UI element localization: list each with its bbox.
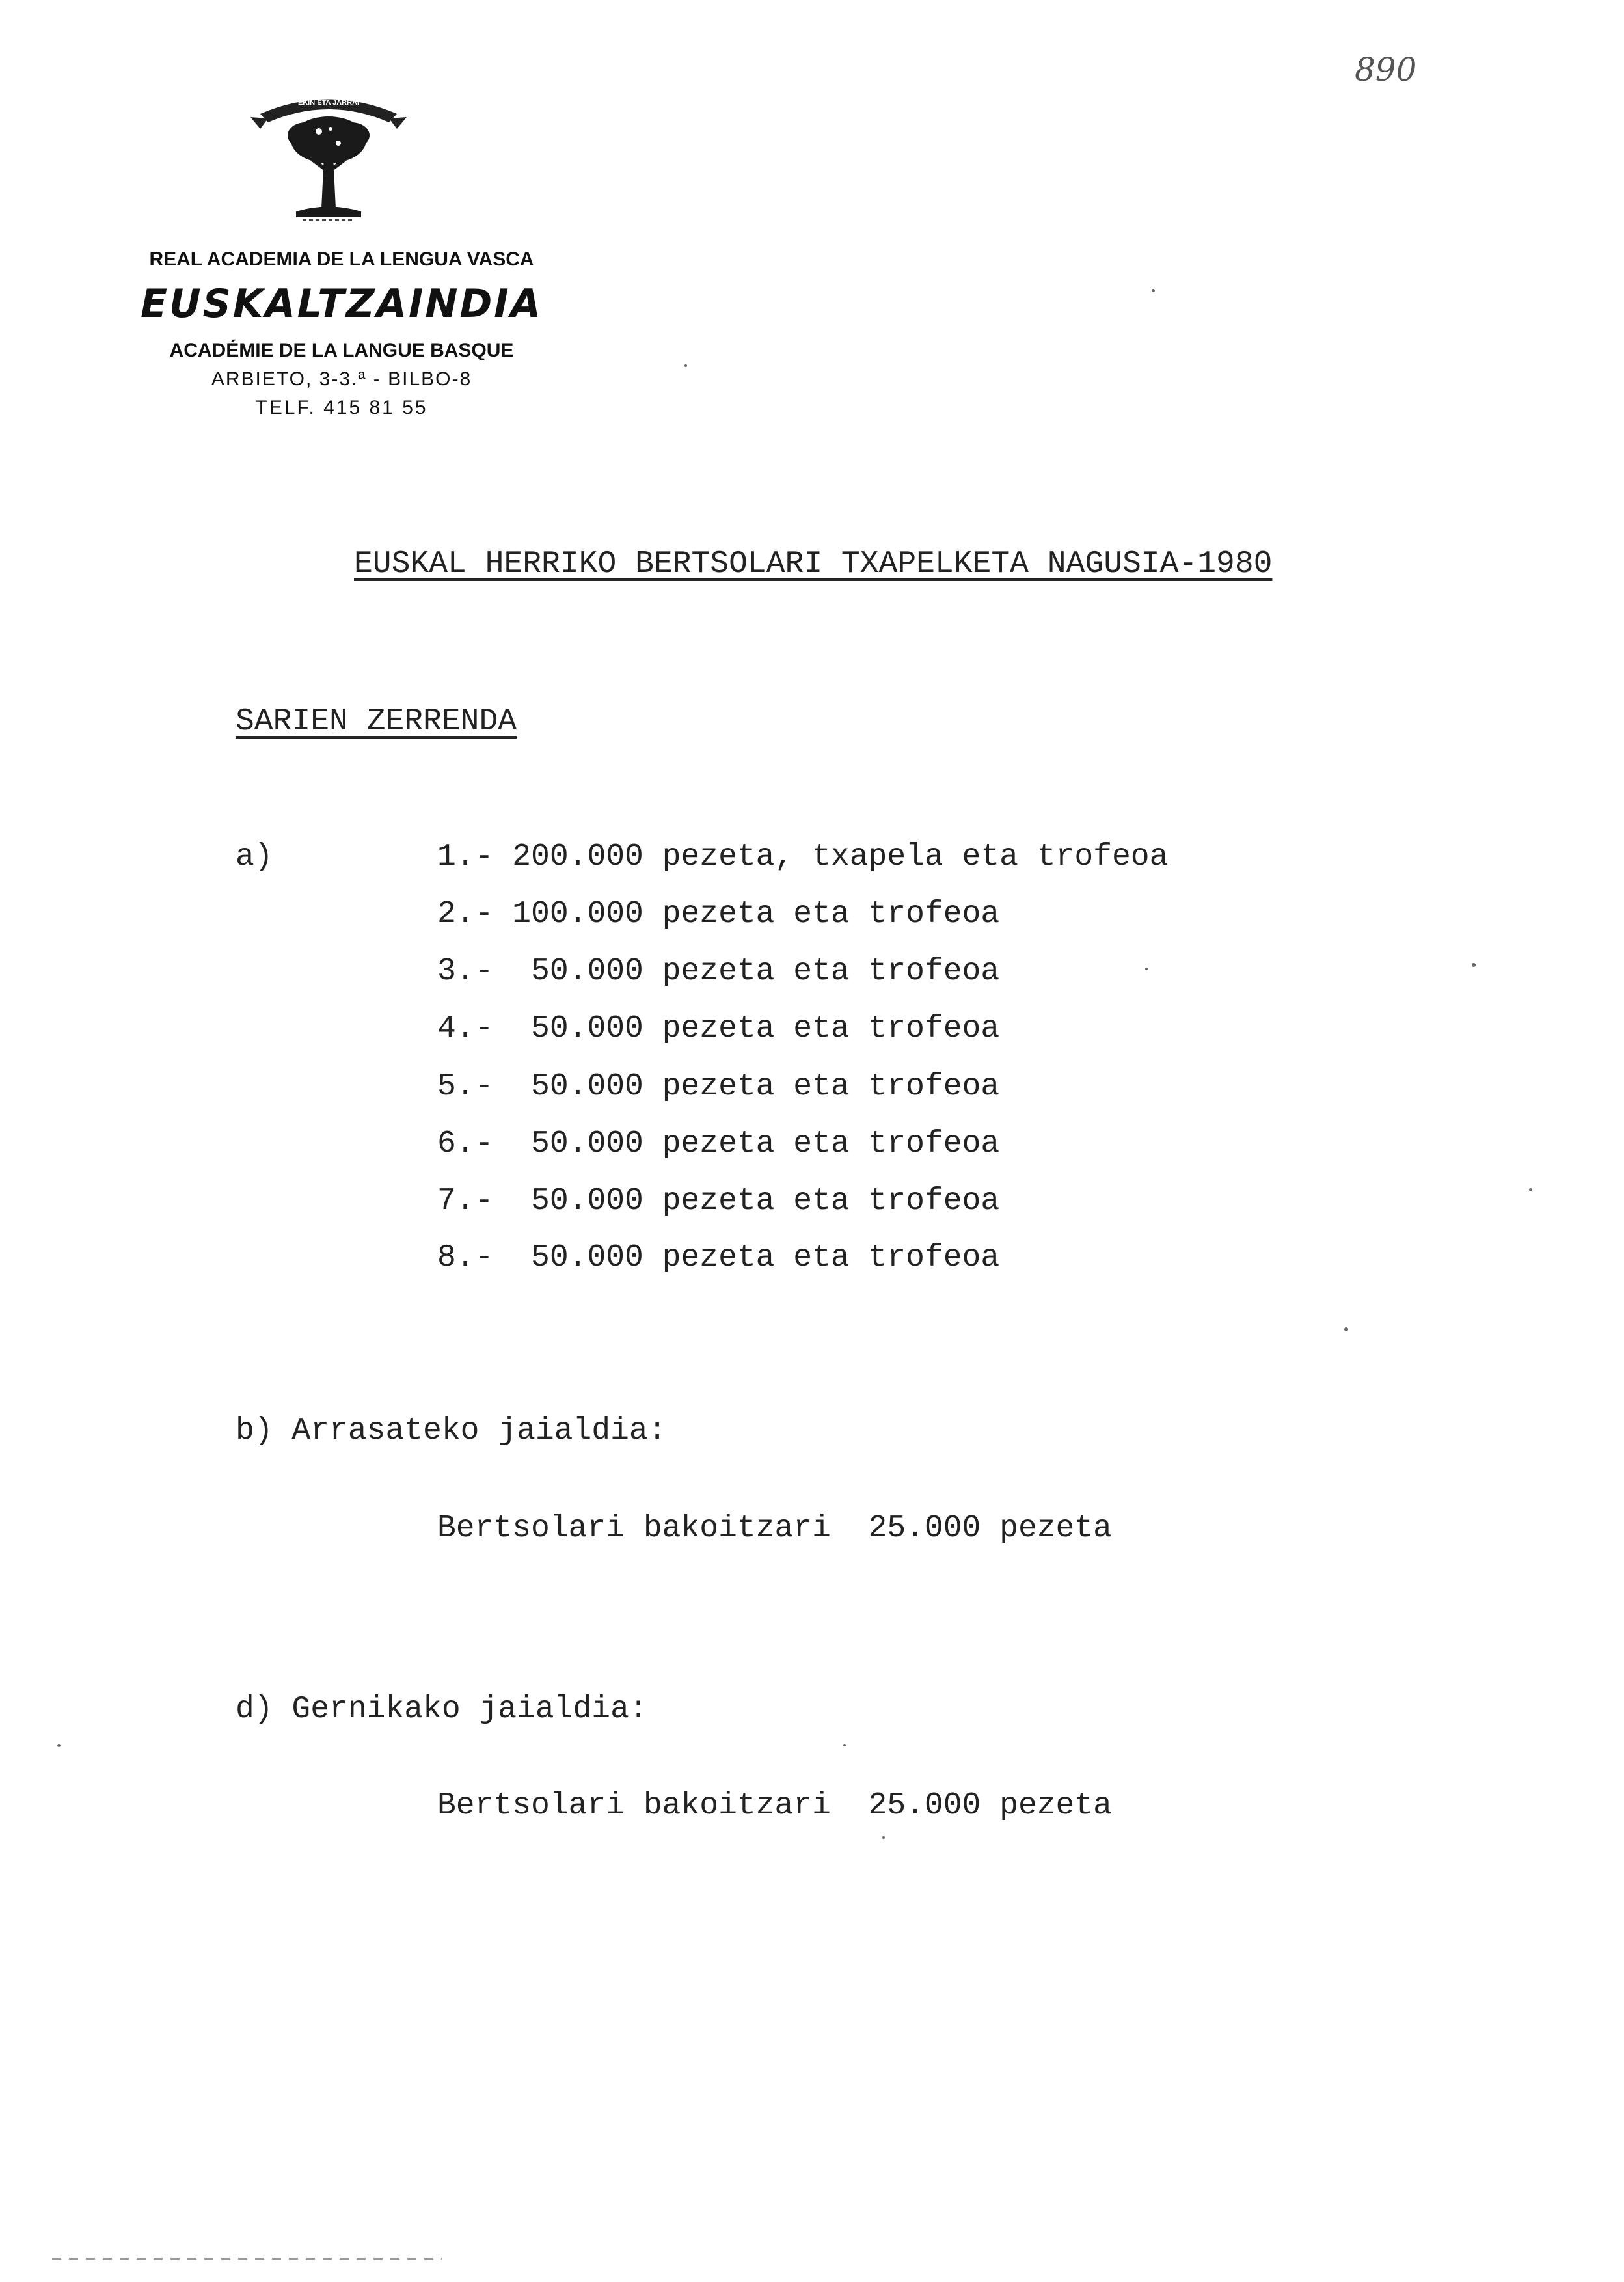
scan-edge-artifact <box>52 2258 442 2260</box>
academy-french-name: ACADÉMIE DE LA LANGUE BASQUE <box>169 340 514 361</box>
prize-item: 1.- 200.000 pezeta, txapela eta trofeoa <box>437 839 1169 875</box>
handwritten-page-number: 890 <box>1355 51 1417 88</box>
prize-item: 3.- 50.000 pezeta eta trofeoa <box>437 954 1000 989</box>
prize-item: 4.- 50.000 pezeta eta trofeoa <box>437 1011 1000 1046</box>
scan-speck <box>1152 289 1155 292</box>
scan-speck <box>843 1744 846 1746</box>
scan-speck <box>1344 1327 1348 1331</box>
prize-item: 5.- 50.000 pezeta eta trofeoa <box>437 1069 1000 1104</box>
academy-phone: TELF. 415 81 55 <box>255 397 428 418</box>
prize-item: 7.- 50.000 pezeta eta trofeoa <box>437 1184 1000 1219</box>
prize-item: 8.- 50.000 pezeta eta trofeoa <box>437 1240 1000 1275</box>
document-subtitle: SARIEN ZERRENDA <box>236 704 517 739</box>
scan-speck <box>1529 1188 1532 1191</box>
academy-basque-name: EUSKALTZAINDIA <box>140 281 543 327</box>
section-d-prize: Bertsolari bakoitzari 25.000 pezeta <box>437 1788 1112 1823</box>
scan-speck <box>684 364 687 367</box>
logo-motto: EKIN ETA JARRAI <box>297 99 360 107</box>
section-b-prize: Bertsolari bakoitzari 25.000 pezeta <box>437 1511 1112 1546</box>
scan-speck <box>57 1744 61 1747</box>
section-d-heading: d) Gernikako jaialdia: <box>236 1692 648 1727</box>
document-title: EUSKAL HERRIKO BERTSOLARI TXAPELKETA NAGUSIA-1980 <box>354 547 1273 582</box>
section-b-heading: b) Arrasateko jaialdia: <box>236 1413 667 1448</box>
prize-item: 2.- 100.000 pezeta eta trofeoa <box>437 897 1000 932</box>
scan-speck <box>882 1836 885 1839</box>
prize-item: 6.- 50.000 pezeta eta trofeoa <box>437 1126 1000 1161</box>
section-a-label: a) <box>236 839 273 875</box>
academy-spanish-name: REAL ACADEMIA DE LA LENGUA VASCA <box>149 249 534 270</box>
scan-speck <box>1145 968 1148 970</box>
scan-speck <box>1472 963 1476 967</box>
academy-address: ARBIETO, 3-3.ª - BILBO-8 <box>211 368 472 390</box>
